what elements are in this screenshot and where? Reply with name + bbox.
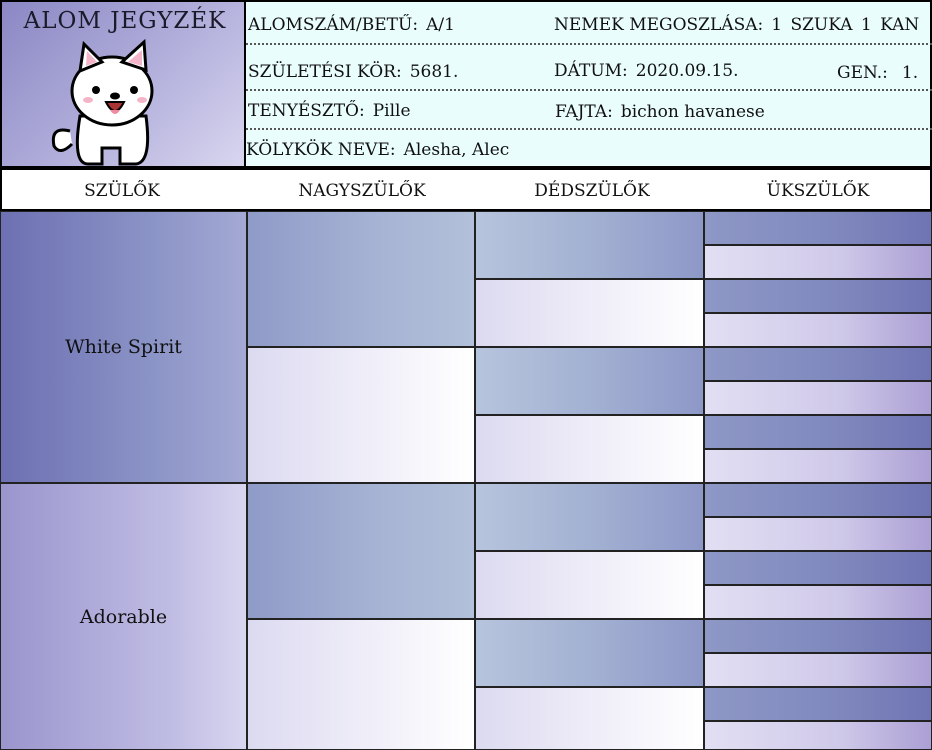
gender-label: NEMEK MEGOSZLÁSA: bbox=[554, 15, 764, 35]
great-great-grandparent-cell bbox=[704, 415, 932, 449]
birth-value: 5681. bbox=[409, 62, 459, 82]
breed-label: FAJTA: bbox=[555, 102, 613, 122]
parent-cell bbox=[0, 483, 247, 750]
logo-panel bbox=[0, 0, 246, 168]
great-great-grandparent-cell bbox=[704, 449, 932, 483]
great-great-grandparent-cell bbox=[704, 517, 932, 551]
breeder-field bbox=[248, 101, 411, 121]
puppies-field bbox=[246, 140, 509, 160]
date-field bbox=[554, 61, 739, 81]
great-great-grandparent-cell bbox=[704, 313, 932, 347]
header-parents: SZÜLŐK bbox=[84, 181, 160, 201]
great-great-grandparent-cell bbox=[704, 245, 932, 279]
great-great-grandparent-cell bbox=[704, 211, 932, 245]
great-great-grandparent-cell bbox=[704, 687, 932, 721]
gen-label: GEN.: bbox=[837, 63, 888, 83]
grandparent-cell bbox=[247, 483, 475, 619]
breed-field bbox=[555, 102, 765, 122]
great-grandparent-cell bbox=[475, 551, 704, 619]
great-grandparent-cell bbox=[475, 483, 704, 551]
parent-cell bbox=[0, 211, 247, 483]
great-great-grandparent-cell bbox=[704, 483, 932, 517]
great-great-grandparent-cell bbox=[704, 381, 932, 415]
dog-icon bbox=[50, 36, 170, 166]
breed-value: bichon havanese bbox=[620, 102, 765, 122]
puppies-value: Alesha, Alec bbox=[403, 140, 510, 160]
great-great-grandparent-cell bbox=[704, 653, 932, 687]
great-great-grandparent-cell bbox=[704, 279, 932, 313]
great-great-grandparent-cell bbox=[704, 721, 932, 750]
date-value: 2020.09.15. bbox=[635, 61, 739, 81]
great-grandparent-cell bbox=[475, 415, 704, 483]
birth-field bbox=[248, 62, 458, 82]
grandparent-cell bbox=[247, 211, 475, 347]
divider bbox=[246, 128, 932, 130]
parent-name: Adorable bbox=[79, 605, 168, 628]
date-label: DÁTUM: bbox=[554, 61, 628, 81]
great-grandparent-cell bbox=[475, 279, 704, 347]
gender-field bbox=[554, 15, 919, 35]
breeder-label: TENYÉSZTŐ: bbox=[248, 101, 365, 121]
great-great-grandparent-cell bbox=[704, 551, 932, 585]
header-grandparents: NAGYSZÜLŐK bbox=[298, 181, 426, 201]
breeder-value: Pille bbox=[372, 101, 411, 121]
puppies-label: KÖLYKÖK NEVE: bbox=[246, 140, 396, 160]
litter-label: ALOMSZÁM/BETŰ: bbox=[248, 15, 419, 35]
divider bbox=[246, 89, 932, 91]
gen-value: 1. bbox=[901, 63, 919, 83]
great-great-grandparent-cell bbox=[704, 585, 932, 619]
grandparent-cell bbox=[247, 619, 475, 750]
great-great-grandparent-cell bbox=[704, 347, 932, 381]
birth-label: SZÜLETÉSI KÖR: bbox=[248, 62, 402, 82]
litter-value: A/1 bbox=[426, 15, 455, 35]
great-grandparent-cell bbox=[475, 347, 704, 415]
header-great-great-grandparents: ÜKSZÜLŐK bbox=[766, 181, 870, 201]
great-grandparent-cell bbox=[475, 619, 704, 687]
gen-field bbox=[837, 63, 918, 83]
parent-name: White Spirit bbox=[65, 336, 182, 358]
page-title: ALOM JEGYZÉK bbox=[23, 8, 227, 34]
gender-value: 1 SZUKA 1 KAN bbox=[771, 15, 920, 35]
great-grandparent-cell bbox=[475, 687, 704, 750]
litter-field bbox=[248, 15, 455, 35]
column-headers bbox=[0, 168, 932, 211]
divider bbox=[246, 43, 932, 45]
great-grandparent-cell bbox=[475, 211, 704, 279]
grandparent-cell bbox=[247, 347, 475, 483]
header-great-grandparents: DÉDSZÜLŐK bbox=[534, 181, 650, 201]
info-panel bbox=[246, 0, 932, 168]
great-great-grandparent-cell bbox=[704, 619, 932, 653]
